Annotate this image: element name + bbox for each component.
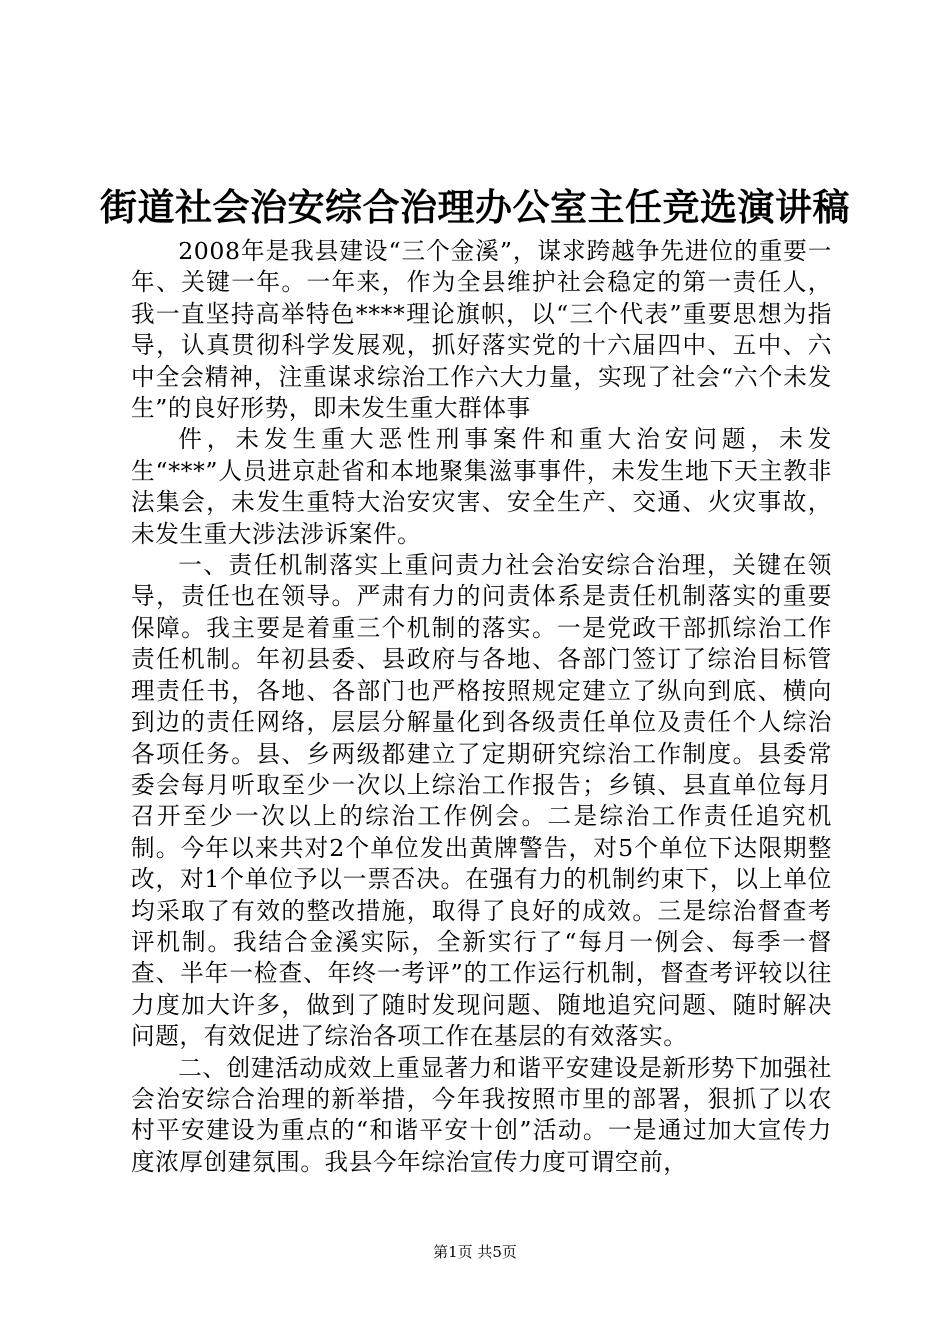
paragraph-intro: 2008年是我县建设“三个金溪”，谋求跨越争先进位的重要一年、关键一年。一年来，作为全县维护社会稳定的第一责任人，我一直坚持高举特色****理论旗帜，以“三个代表”重要思想为指导，认真贯彻科学发展观，抓好落实党的十六届四中、五中、六中全会精神，注重谋求综治工作六大力量，实现了社会“六个未发生”的良好形势，即未发生重大群体事: [131, 237, 832, 423]
paragraph-responsibility-mechanism: 一、责任机制落实上重问责力社会治安综合治理，关键在领导，责任也在领导。严肃有力的问责体系是责任机制落实的重要保障。我主要是着重三个机制的落实。一是党政干部抓综治工作责任机制。年初县委、县政府与各地、各部门签订了综治目标管理责任书，各地、各部门也严格按照规定建立了纵向到底、横向到边的责任网络，层层分解量化到各级责任单位及责任个人综治各项任务。县、乡两级都建立了定期研究综治工作制度。县委常委会每月听取至少一次以上综治工作报告；乡镇、县直单位每月召开至少一次以上的综治工作例会。二是综治工作责任追究机制。今年以来共对2个单位发出黄牌警告，对5个单位下达限期整改，对1个单位予以一票否决。在强有力的机制约束下，以上单位均采取了有效的整改措施，取得了良好的成效。三是综治督查考评机制。我结合金溪实际，全新实行了“每月一例会、每季一督查、半年一检查、年终一考评”的工作运行机制，督查考评较以往力度加大许多，做到了随时发现问题、随地追究问题、随时解决问题，有效促进了综治各项工作在基层的有效落实。: [131, 551, 832, 1051]
paragraph-continuation: 件，未发生重大恶性刑事案件和重大治安问题，未发生“***”人员进京赴省和本地聚集滋事事件，未发生地下天主教非法集会，未发生重特大治安灾害、安全生产、交通、火灾事故，未发生重大涉法涉诉案件。: [131, 425, 832, 548]
paragraph-creation-activities: 二、创建活动成效上重显著力和谐平安建设是新形势下加强社会治安综合治理的新举措，今年我按照市里的部署，狠抓了以农村平安建设为重点的“和谐平安十创”活动。一是通过加大宣传力度浓厚创建氛围。我县今年综治宣传力度可谓空前，: [131, 1053, 832, 1176]
document-title: 街道社会治安综合治理办公室主任竞选演讲稿: [100, 186, 850, 229]
page-number-footer: 第1页 共5页: [433, 1243, 517, 1261]
document-body: [131, 236, 832, 1178]
